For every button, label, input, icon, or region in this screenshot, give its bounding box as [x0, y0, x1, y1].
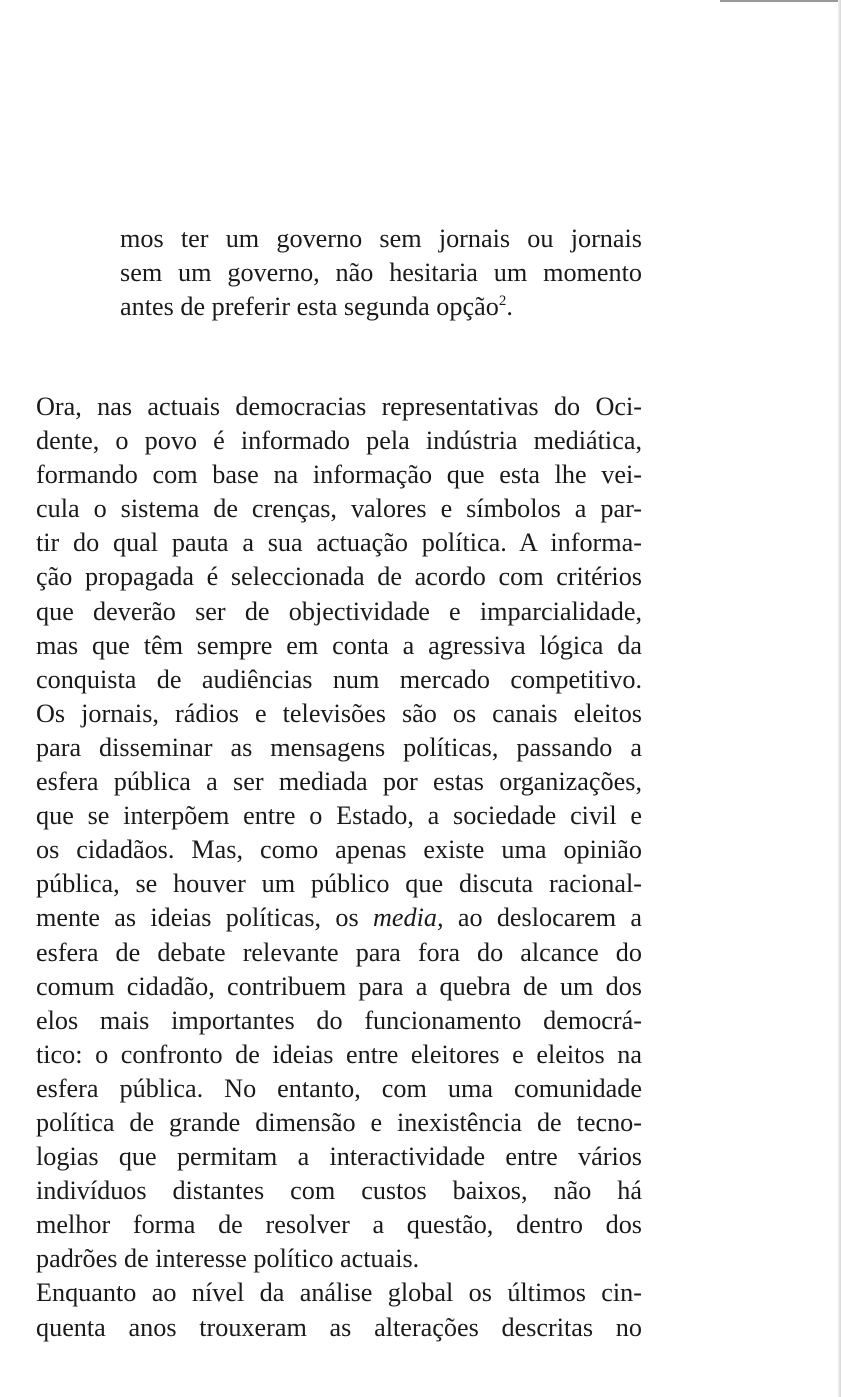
- paragraph-line: Os jornais, rádios e televisões são os canais eleitos: [36, 698, 642, 728]
- page-edge-top: [720, 0, 841, 2]
- paragraph-line: política de grande dimensão e inexistência de tecno-: [36, 1107, 642, 1137]
- media-line-after: ao deslocarem a: [443, 903, 643, 933]
- paragraph-line-last: padrões de interesse político actuais.: [36, 1244, 420, 1274]
- paragraph-line: os cidadãos. Mas, como apenas existe uma opinião: [36, 835, 642, 865]
- media-line-before: mente as ideias políticas, os: [36, 903, 373, 933]
- paragraph-line: esfera pública a ser mediada por estas organizações,: [36, 767, 642, 797]
- paragraph-line: Ora, nas actuais democracias representativas do Oci-: [36, 392, 642, 421]
- paragraph-line: formando com base na informação que esta lhe vei-: [36, 460, 642, 490]
- paragraph-line: tir do qual pauta a sua actuação política. A informa-: [36, 528, 642, 558]
- paragraph-line: para disseminar as mensagens políticas, passando a: [36, 732, 642, 762]
- paragraph-line: ção propagada é seleccionada de acordo com critérios: [36, 562, 642, 592]
- paragraph-line: pública, se houver um público que discuta racional-: [36, 869, 642, 899]
- quote-line: sem um governo, não hesitaria um momento: [120, 258, 642, 287]
- quote-end-punct: .: [506, 292, 513, 321]
- block-quote: [120, 222, 642, 324]
- paragraph-line: conquista de audiências num mercado competitivo.: [36, 664, 642, 694]
- paragraph-line: esfera pública. No entanto, com uma comunidade: [36, 1073, 642, 1103]
- footnote-marker[interactable]: 2: [498, 293, 507, 309]
- paragraph-line: esfera de debate relevante para fora do alcance do: [36, 937, 642, 967]
- paragraph-line: quenta anos trouxeram as alterações descritas no: [36, 1312, 642, 1342]
- paragraph-line: Enquanto ao nível da análise global os últimos cin-: [36, 1278, 642, 1308]
- paragraph-line: indivíduos distantes com custos baixos, não há: [36, 1176, 642, 1206]
- paragraph-line: logias que permitam a interactividade entre vários: [36, 1142, 642, 1172]
- quote-line: mos ter um governo sem jornais ou jornais: [120, 224, 642, 253]
- media-term: media,: [372, 903, 444, 933]
- quote-line-last: [120, 290, 642, 324]
- quote-line-text: antes de preferir esta segunda opção: [120, 292, 499, 321]
- paragraph-line: que se interpõem entre o Estado, a sociedade civil e: [36, 801, 642, 831]
- paragraph-line: cula o sistema de crenças, valores e símbolos a par-: [36, 494, 642, 524]
- body-text: [36, 390, 642, 1345]
- paragraph-line: comum cidadão, contribuem para a quebra de um dos: [36, 971, 642, 1001]
- paragraph-line: mas que têm sempre em conta a agressiva lógica da: [36, 630, 642, 660]
- paragraph-line: dente, o povo é informado pela indústria mediática,: [36, 426, 642, 456]
- paragraph-line: elos mais importantes do funcionamento democrá-: [36, 1005, 642, 1035]
- paragraph-line: que deverão ser de objectividade e imparcialidade,: [36, 596, 642, 626]
- paragraph-line-media: [36, 901, 642, 935]
- paragraph-line: melhor forma de resolver a questão, dentro dos: [36, 1210, 642, 1240]
- paragraph-line: tico: o confronto de ideias entre eleitores e eleitos na: [36, 1039, 642, 1069]
